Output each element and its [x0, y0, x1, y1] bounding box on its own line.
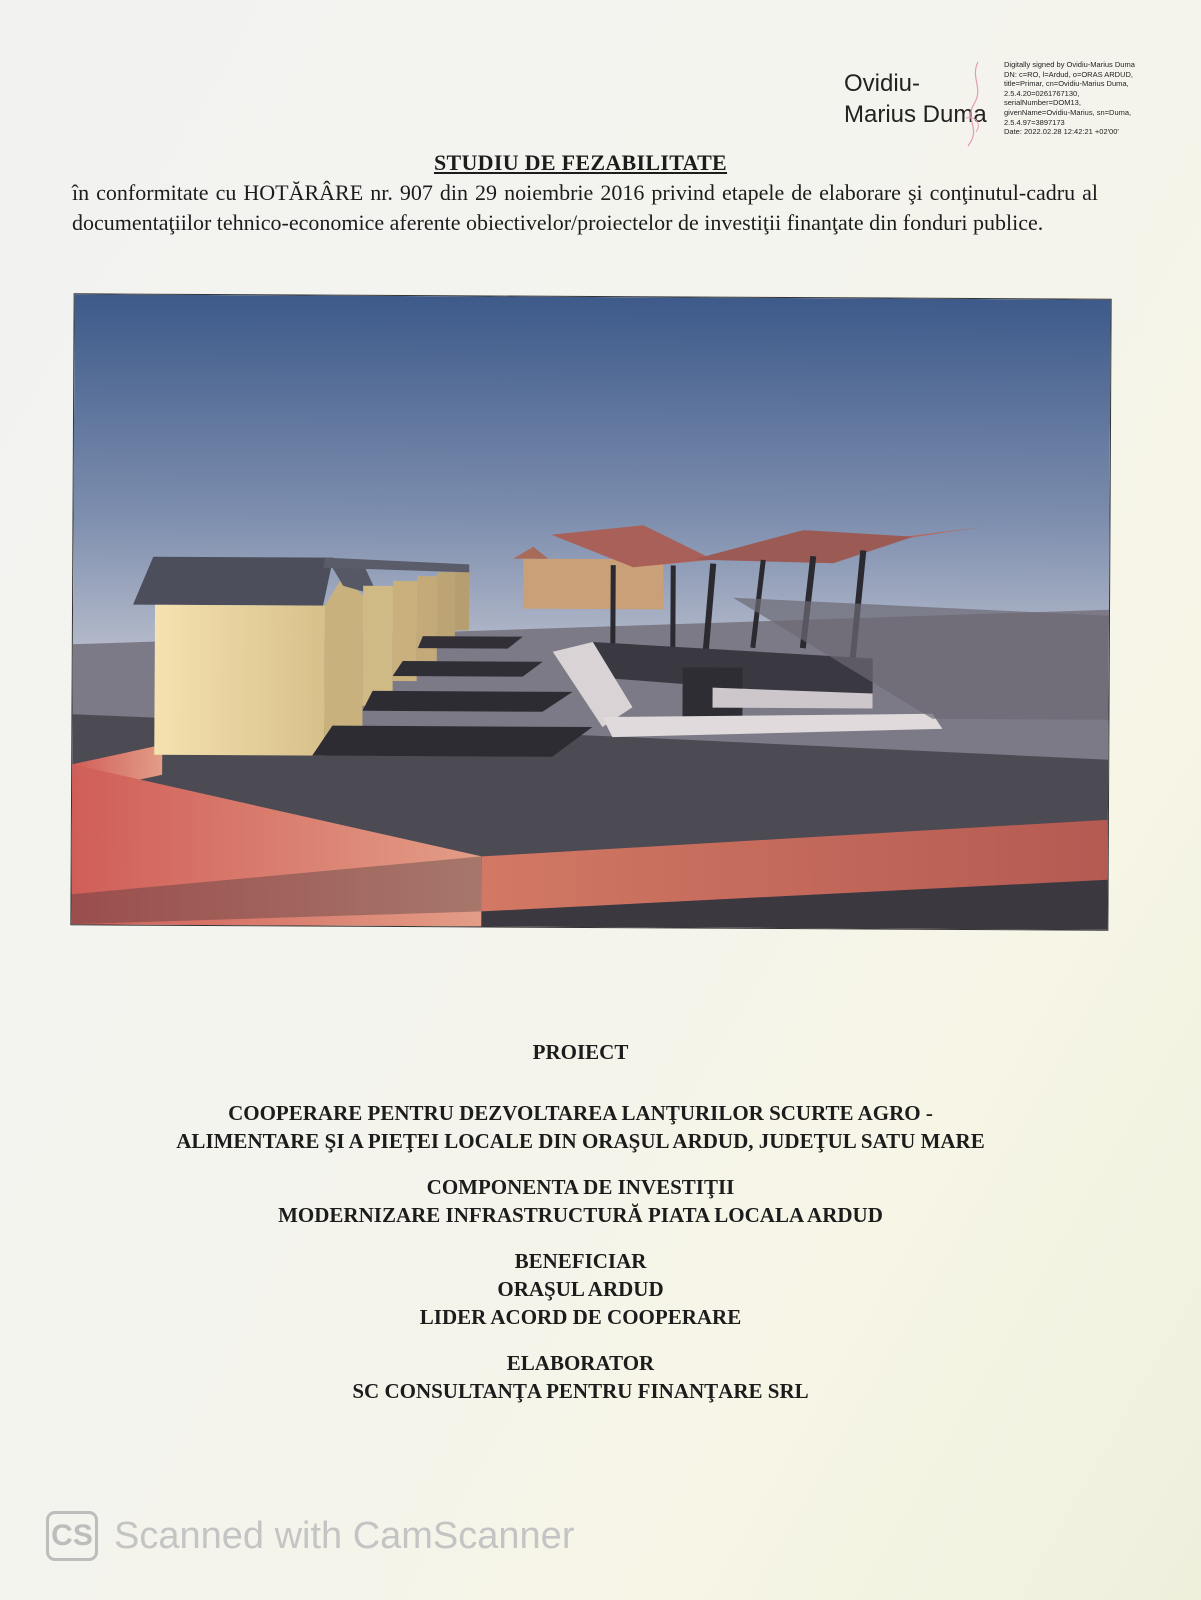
- document-title: STUDIU DE FEZABILITATE: [433, 150, 728, 175]
- component-label: COMPONENTA DE INVESTIŢII: [426, 1175, 735, 1199]
- signature-details: Digitally signed by Ovidiu-Marius Duma DN: c=RO, l=Ardud, o=ORAS ARDUD, title=Primar, cn=Ovidiu-Marius Duma, 2.5.4.20=0261767130, serialNumber=DOM13, givenName=Ovidiu-Marius, sn=Duma, 2.5.4.97=3897173 Date: 2022.02.28 12:42:21 +02'00': [1004, 60, 1135, 137]
- signature-scribble-icon: [948, 58, 998, 150]
- market-render-image: [70, 293, 1111, 930]
- project-name-line1: COOPERARE PENTRU DEZVOLTAREA LANŢURILOR SCURTE AGRO -: [228, 1101, 933, 1125]
- elaborator-value: SC CONSULTANŢA PENTRU FINANŢARE SRL: [352, 1379, 809, 1403]
- beneficiary-value: ORAŞUL ARDUD: [497, 1277, 664, 1301]
- beneficiary-label: BENEFICIAR: [514, 1249, 647, 1273]
- component-value: MODERNIZARE INFRASTRUCTURĂ PIATA LOCALA ARDUD: [278, 1203, 883, 1227]
- project-name-line2: ALIMENTARE ŞI A PIEŢEI LOCALE DIN ORAŞUL ARDUD, JUDEŢUL SATU MARE: [176, 1129, 985, 1153]
- proiect-label: PROIECT: [532, 1040, 629, 1064]
- elaborator-label: ELABORATOR: [506, 1351, 655, 1375]
- digital-signature: [844, 58, 1164, 150]
- cover-section: [0, 1038, 1161, 1423]
- watermark-text: Scanned with CamScanner: [114, 1514, 575, 1557]
- document-subtitle: în conformitate cu HOTĂRÂRE nr. 907 din 29 noiembrie 2016 privind etapele de elaborare şi conţinutul-cadru al documentaţiilor tehnico-economice aferente obiectivelor/proiectelor de investiţii finanţate din fonduri publice.: [72, 180, 1098, 235]
- camscanner-logo-icon: CS: [46, 1511, 98, 1561]
- camscanner-watermark: [46, 1508, 574, 1564]
- signer-name: Ovidiu- Marius Duma: [844, 70, 987, 128]
- beneficiary-role: LIDER ACORD DE COOPERARE: [419, 1305, 742, 1329]
